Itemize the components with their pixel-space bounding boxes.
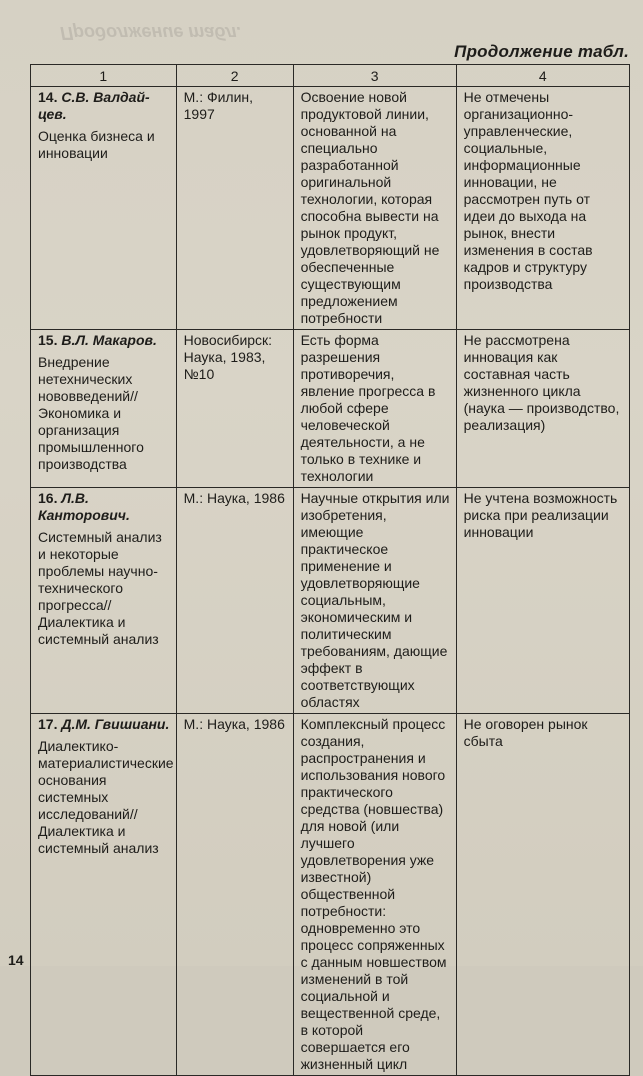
definition-text: Есть форма разрешения противоречия, явление прогресса в любой сфере человеческой деятельности, а не только в технике и технологии xyxy=(300,332,436,484)
table-continuation-caption: Продолжение табл. xyxy=(454,42,629,61)
remark-text: Не рассмотрена инновация как составная часть жизненного цикла (наука — производство, реализация) xyxy=(463,332,620,433)
source-cell xyxy=(176,87,293,330)
table-row xyxy=(31,87,630,330)
remark-cell xyxy=(456,87,629,330)
definition-text: Освоение новой продуктовой линии, основанной на специально разработанной оригинальной технологии, которая способна вывести на рынок продукт, удовлетворяющий не обеспеченные существующим предложением потребности xyxy=(300,89,440,326)
author-cell xyxy=(31,87,177,330)
definition-cell xyxy=(293,488,456,714)
author-line xyxy=(38,89,170,123)
author-cell xyxy=(31,714,177,1076)
work-title: Внедрение нетехнических нововведений// Экономика и организация промышленного производства xyxy=(38,354,144,472)
definition-cell xyxy=(293,87,456,330)
work-title: Системный анализ и некоторые проблемы научно-технического прогресса// Диалектика и системный анализ xyxy=(38,529,162,647)
source-text: Новосибирск: Наука, 1983, №10 xyxy=(183,332,273,382)
row-number: 14. xyxy=(38,89,58,105)
source-cell xyxy=(176,714,293,1076)
remark-cell xyxy=(456,488,629,714)
column-header-1: 1 xyxy=(31,65,177,87)
definition-text: Научные открытия или изобретения, имеющие практическое применение и удовлетворяющие социальным, экономическим и политическим требованиям, дающие эффект в соответствующих областях xyxy=(300,490,450,710)
remark-cell xyxy=(456,714,629,1076)
column-header-3: 3 xyxy=(293,65,456,87)
column-header-4: 4 xyxy=(456,65,629,87)
definition-cell xyxy=(293,714,456,1076)
author-name: В.Л. Макаров. xyxy=(61,332,157,348)
author-name: Д.М. Гвишиани. xyxy=(61,716,170,732)
definition-cell xyxy=(293,330,456,488)
work-title: Оценка бизнеса и инновации xyxy=(38,128,155,161)
innovation-definitions-table xyxy=(30,64,630,1076)
table-row xyxy=(31,488,630,714)
author-name: Л.В. Канторович. xyxy=(38,490,130,523)
author-name: С.В. Валдай-цев. xyxy=(38,89,150,122)
work-title: Диалектико-материалистические основания системных исследований// Диалектика и системный анализ xyxy=(38,738,174,856)
author-line xyxy=(38,332,170,349)
row-number: 17. xyxy=(38,716,58,732)
definition-text: Комплексный процесс создания, распространения и использования нового практического средства (новшества) для новой (или лучшего удовлетворения уже известной) общественной потребности: одновременно это процесс сопряженных с данным новшеством изменений в той социальной и вещественной среде, в которой совершается его жизненный цикл xyxy=(300,716,447,1072)
source-cell xyxy=(176,330,293,488)
author-cell xyxy=(31,488,177,714)
table-row xyxy=(31,714,630,1076)
column-header-2: 2 xyxy=(176,65,293,87)
source-text: М.: Наука, 1986 xyxy=(183,716,285,732)
remark-cell xyxy=(456,330,629,488)
source-text: М.: Филин, 1997 xyxy=(183,89,254,122)
page-number: 14 xyxy=(8,952,24,968)
remark-text: Не оговорен рынок сбыта xyxy=(463,716,588,749)
table-row xyxy=(31,330,630,488)
remark-text: Не учтена возможность риска при реализации инновации xyxy=(463,490,618,540)
author-line xyxy=(38,716,170,733)
source-text: М.: Наука, 1986 xyxy=(183,490,285,506)
author-cell xyxy=(31,330,177,488)
bleed-through-text: Продолжение табл. xyxy=(60,23,242,43)
source-cell xyxy=(176,488,293,714)
author-line xyxy=(38,490,170,524)
remark-text: Не отмечены организационно-управленческие, социальные, информационные инновации, не рассмотрен путь от идеи до выхода на рынок, внести изменения в состав кадров и структуру производства xyxy=(463,89,593,292)
table-header-row xyxy=(31,65,630,87)
row-number: 16. xyxy=(38,490,58,506)
row-number: 15. xyxy=(38,332,58,348)
